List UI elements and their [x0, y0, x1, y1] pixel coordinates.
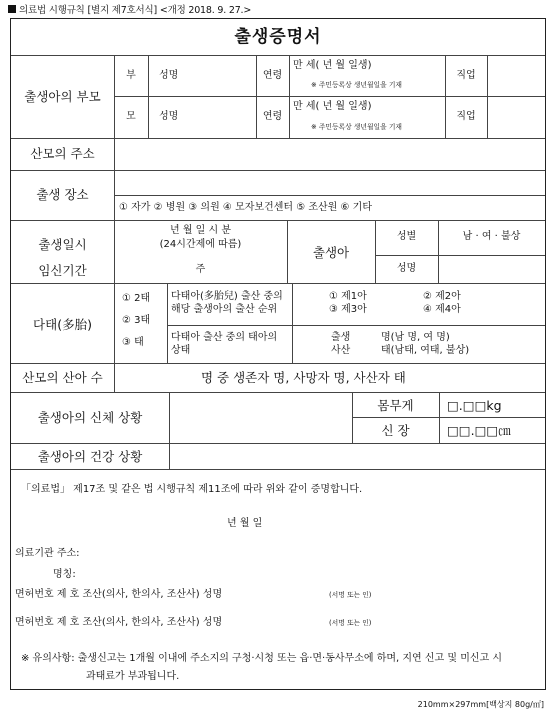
line-h [11, 138, 545, 139]
stillborn-value[interactable]: 태(남태, 여태, 불상) [381, 345, 470, 356]
line-v [487, 55, 488, 138]
births-count-value[interactable]: 명 중 생존자 명, 사망자 명, 사산자 태 [201, 370, 406, 385]
physical-status-label: 출생아의 신체 상황 [37, 410, 143, 425]
fetus-status-label-2: 상태 [171, 345, 191, 356]
baby-name-field[interactable] [441, 258, 543, 280]
notice-line-2: 과태료가 부과됩니다. [86, 671, 180, 682]
birth-order-option-4[interactable]: ④ 제4아 [423, 304, 461, 315]
father-age-label: 연령 [262, 70, 283, 81]
father-birth-line: 만 세( 년 월 일생) [293, 60, 372, 71]
line-h [11, 392, 545, 393]
father-job-label: 직업 [456, 70, 476, 81]
birth-order-option-3[interactable]: ③ 제3아 [329, 304, 367, 315]
fetus-status-label-1: 다태아 출산 중의 태아의 [171, 332, 278, 343]
line-h [11, 363, 545, 364]
baby-sex-label: 성별 [396, 231, 417, 242]
line-h [114, 195, 545, 196]
mother-job-label: 직업 [456, 111, 476, 122]
line-v [114, 138, 115, 220]
line-h [11, 283, 545, 284]
baby-sex-options[interactable]: 남 · 여 · 불상 [462, 231, 521, 242]
line-v [256, 55, 257, 138]
weight-value[interactable]: □.□□kg [447, 398, 502, 413]
gestation-unit[interactable]: 주 [195, 264, 206, 275]
line-h [352, 417, 545, 418]
line-v [114, 363, 115, 392]
mother-age-label: 연령 [262, 111, 283, 122]
father-job-field[interactable] [490, 70, 545, 86]
birth-order-option-1[interactable]: ① 제1아 [329, 291, 367, 302]
father-name-label: 성명 [159, 70, 179, 81]
mother-address-label: 산모의 주소 [30, 146, 95, 161]
page-title: 출생증명서 [234, 27, 322, 47]
license-line-1[interactable]: 면허번호 제 호 조산(의사, 한의사, 조산사) 성명 [15, 589, 223, 600]
birth-order-label-1: 다태아(多胎兒) 출산 중의 [171, 291, 283, 302]
mother-address-field[interactable] [117, 141, 543, 168]
multiple-option-2[interactable]: ① 2태 [122, 293, 151, 304]
sign-note-1[interactable]: (서명 또는 인) [329, 591, 372, 599]
birthplace-label: 출생 장소 [36, 187, 89, 202]
baby-label: 출생아 [312, 245, 350, 260]
births-count-label: 산모의 산아 수 [22, 370, 103, 385]
line-v [167, 283, 168, 363]
father-label: 부 [126, 70, 136, 81]
certification-statement: 「의료법」 제17조 및 같은 법 시행규칙 제11조에 따라 위와 같이 증명합니다. [21, 484, 363, 495]
height-label: 신 장 [381, 423, 410, 438]
line-h [11, 220, 545, 221]
line-h [11, 55, 545, 56]
height-value[interactable]: □□.□□㎝ [447, 423, 511, 438]
birth-datetime-value[interactable]: 년 월 일 시 분 [169, 225, 231, 236]
birth-order-option-2[interactable]: ② 제2아 [423, 291, 461, 302]
birthplace-field[interactable] [117, 173, 543, 193]
health-status-label: 출생아의 건강 상황 [37, 449, 143, 464]
mother-job-field[interactable] [490, 111, 545, 127]
notice-line-1: ※ 유의사항: 출생신고는 1개월 이내에 주소지의 구청·시청 또는 읍·면·동사무소에 하며, 지연 신고 및 미신고 시 [21, 653, 503, 664]
born-label: 출생 [331, 332, 351, 343]
line-v [445, 55, 446, 138]
mother-birth-note: ※ 주민등록상 생년월일을 기재 [311, 123, 402, 131]
health-status-field[interactable] [172, 446, 543, 467]
birth-datetime-label: 출생일시 [38, 237, 87, 252]
line-h [11, 170, 545, 171]
line-h [11, 443, 545, 444]
birth-datetime-note: (24시간제에 따름) [159, 239, 242, 250]
weight-label: 몸무게 [377, 398, 414, 413]
sign-note-2[interactable]: (서명 또는 인) [329, 619, 372, 627]
mother-name-label: 성명 [159, 111, 179, 122]
institution-address-label: 의료기관 주소: [15, 548, 80, 559]
institution-name-label: 명칭: [53, 569, 76, 580]
line-v [169, 392, 170, 469]
line-v [114, 55, 115, 138]
physical-status-field[interactable] [172, 395, 350, 441]
multiple-birth-label: 다태(多胎) [33, 317, 92, 332]
multiple-option-other[interactable]: ③ 태 [122, 337, 144, 348]
line-v [148, 55, 149, 138]
form-reference: 의료법 시행규칙 [별지 제7호서식] <개정 2018. 9. 27.> [19, 5, 252, 16]
certification-date[interactable]: 년 월 일 [227, 518, 263, 529]
father-birth-note: ※ 주민등록상 생년월일을 기재 [311, 81, 402, 89]
mother-label: 모 [126, 111, 136, 122]
line-v [439, 392, 440, 443]
mother-birth-line: 만 세( 년 월 일생) [293, 101, 372, 112]
baby-name-label: 성명 [396, 263, 417, 274]
multiple-option-3[interactable]: ② 3태 [122, 315, 151, 326]
line-v [438, 220, 439, 283]
paper-spec: 210mm×297mm[백상지 80g/㎡] [417, 700, 544, 709]
birthplace-options[interactable]: ① 자가 ② 병원 ③ 의원 ④ 모자보건센터 ⑤ 조산원 ⑥ 기타 [119, 202, 372, 213]
form-header [8, 2, 251, 16]
line-h [11, 469, 545, 470]
line-h [114, 96, 545, 97]
gestation-label: 임신기간 [38, 263, 87, 278]
line-h [167, 325, 545, 326]
line-v [292, 283, 293, 363]
line-v [289, 55, 290, 138]
birth-order-label-2: 해당 출생아의 출산 순위 [171, 304, 278, 315]
birth-certificate-form [10, 18, 546, 690]
stillborn-label: 사산 [331, 345, 351, 356]
parents-label: 출생아의 부모 [24, 89, 101, 104]
born-value[interactable]: 명(남 명, 여 명) [381, 332, 450, 343]
square-bullet-icon [8, 5, 16, 13]
line-h [375, 255, 545, 256]
license-line-2[interactable]: 면허번호 제 호 조산(의사, 한의사, 조산사) 성명 [15, 617, 223, 628]
